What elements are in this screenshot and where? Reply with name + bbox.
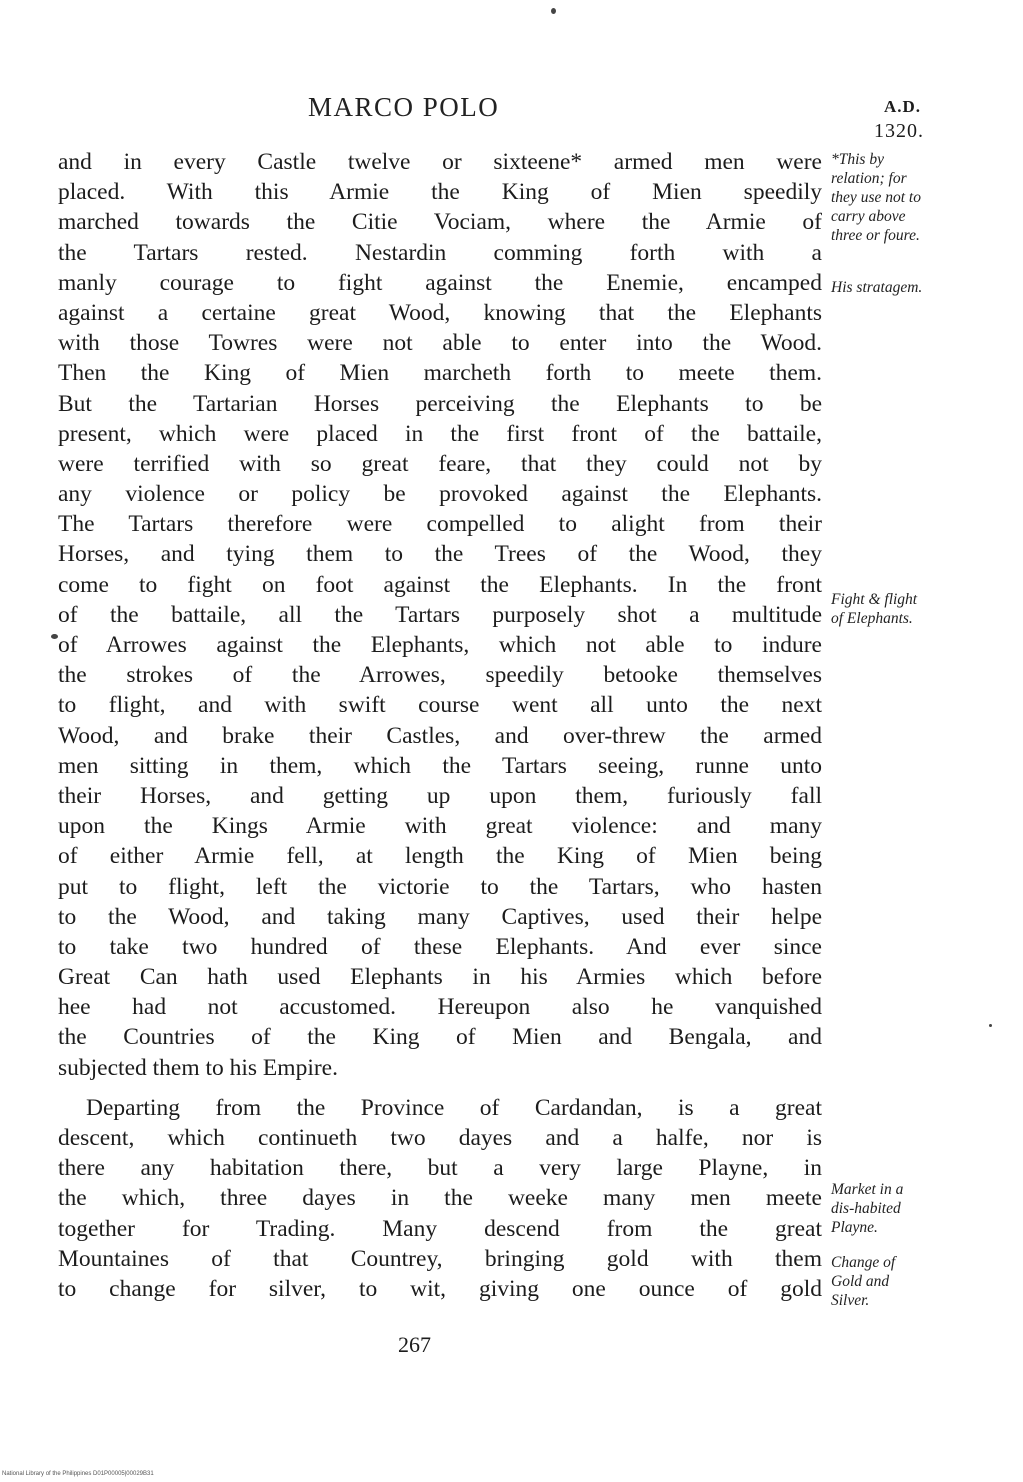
text-line: were terrified with so great feare, that they could not by [58, 450, 822, 477]
text-line: Mountaines of that Countrey, bringing gold with them [58, 1245, 822, 1272]
text-line: any violence or policy be provoked against the Elephants. [58, 481, 822, 508]
margin-note-stratagem [831, 278, 1016, 297]
margin-note-market [831, 1180, 1016, 1237]
text-line: their Horses, and getting up upon them, furiously fall [58, 782, 822, 809]
margin-note-line: three or foure. [831, 227, 920, 244]
running-title: MARCO POLO [308, 92, 500, 122]
text-line: together for Trading. Many descend from the great [58, 1215, 822, 1242]
text-line: Horses, and tying them to the Trees of the Wood, they [58, 541, 822, 568]
text-line: upon the Kings Armie with great violence: and many [58, 813, 822, 840]
scan-credit: National Library of the Philippines D01P00005|00029B31 [2, 1471, 154, 1477]
text-line: to change for silver, to wit, giving one ounce of gold [58, 1275, 822, 1302]
text-line: subjected them to his Empire. [58, 1054, 338, 1081]
text-line: hee had not accustomed. Hereupon also he vanquished [58, 994, 822, 1021]
paragraph-2 [58, 1093, 822, 1304]
text-line: The Tartars therefore were compelled to alight from their [58, 511, 822, 538]
margin-note-line: Fight & flight [831, 591, 918, 608]
text-line: Great Can hath used Elephants in his Armies which before [58, 964, 822, 991]
page-number: 267 [398, 1332, 431, 1357]
text-line: the Tartars rested. Nestardin comming forth with a [58, 239, 822, 266]
text-line: there any habitation there, but a very large Playne, in [58, 1155, 822, 1182]
paragraph-1 [58, 147, 822, 1083]
margin-note-line: His stratagem. [831, 279, 923, 296]
paragraph-gap [58, 1083, 822, 1093]
text-line: against a certaine great Wood, knowing that the Elephants [58, 299, 822, 326]
text-line: put to flight, left the victorie to the Tartars, who hasten [58, 873, 822, 900]
text-line: the which, three dayes in the weeke many men meete [58, 1185, 822, 1212]
text-line: men sitting in them, which the Tartars seeing, runne unto [58, 752, 822, 779]
text-line: descent, which continueth two dayes and a halfe, nor is [58, 1125, 822, 1151]
margin-note-fight [831, 590, 1016, 628]
margin-note-line: they use not to [831, 189, 921, 206]
text-line: of either Armie fell, at length the King of Mien being [58, 843, 822, 870]
margin-note-relation [831, 150, 1016, 245]
text-line: manly courage to fight against the Enemie, encamped [58, 269, 822, 296]
margin-note-line: dis-habited [831, 1200, 901, 1217]
scan-speck [989, 1024, 992, 1027]
scan-speck [51, 634, 58, 639]
margin-note-line: of Elephants. [831, 610, 913, 627]
year-label: A.D. [884, 97, 922, 116]
margin-note-line: Change of [831, 1254, 896, 1271]
margin-note-line: *This by [831, 151, 884, 168]
text-line: of the battaile, all the Tartars purposely shot a multitude [58, 601, 822, 628]
text-line: to the Wood, and taking many Captives, used their helpe [58, 903, 822, 930]
text-line: and in every Castle twelve or sixteene* armed men were [58, 149, 822, 175]
text-line: Wood, and brake their Castles, and over-threw the armed [58, 722, 822, 749]
year: 1320. [874, 120, 924, 142]
text-line: with those Towres were not able to enter into the Wood. [58, 330, 822, 357]
margin-note-line: Playne. [831, 1219, 878, 1236]
text-line: marched towards the Citie Vociam, where the Armie of [58, 209, 822, 236]
text-line: But the Tartarian Horses perceiving the Elephants to be [58, 390, 822, 417]
margin-note-line: carry above [831, 208, 906, 225]
text-line: to take two hundred of these Elephants. And ever since [58, 933, 822, 960]
text-line: placed. With this Armie the King of Mien speedily [58, 179, 822, 206]
text-line: present, which were placed in the first front of the battaile, [58, 420, 822, 447]
text-line: Then the King of Mien marcheth forth to meete them. [58, 360, 822, 387]
margin-note-line: Silver. [831, 1292, 870, 1309]
text-line: the strokes of the Arrowes, speedily betooke themselves [58, 662, 822, 689]
text-line: of Arrowes against the Elephants, which not able to indure [58, 632, 822, 658]
text-line: come to fight on foot against the Elephants. In the front [58, 571, 822, 598]
text-line: to flight, and with swift course went all unto the next [58, 692, 822, 719]
margin-note-exchange [831, 1253, 1016, 1310]
margin-note-line: relation; for [831, 170, 907, 187]
margin-note-line: Gold and [831, 1273, 890, 1290]
margin-note-line: Market in a [831, 1181, 904, 1198]
body-text [58, 147, 822, 1304]
text-line: Departing from the Province of Cardandan, is a great [86, 1094, 822, 1121]
scan-speck [551, 8, 556, 14]
text-line: the Countries of the King of Mien and Bengala, and [58, 1024, 822, 1051]
